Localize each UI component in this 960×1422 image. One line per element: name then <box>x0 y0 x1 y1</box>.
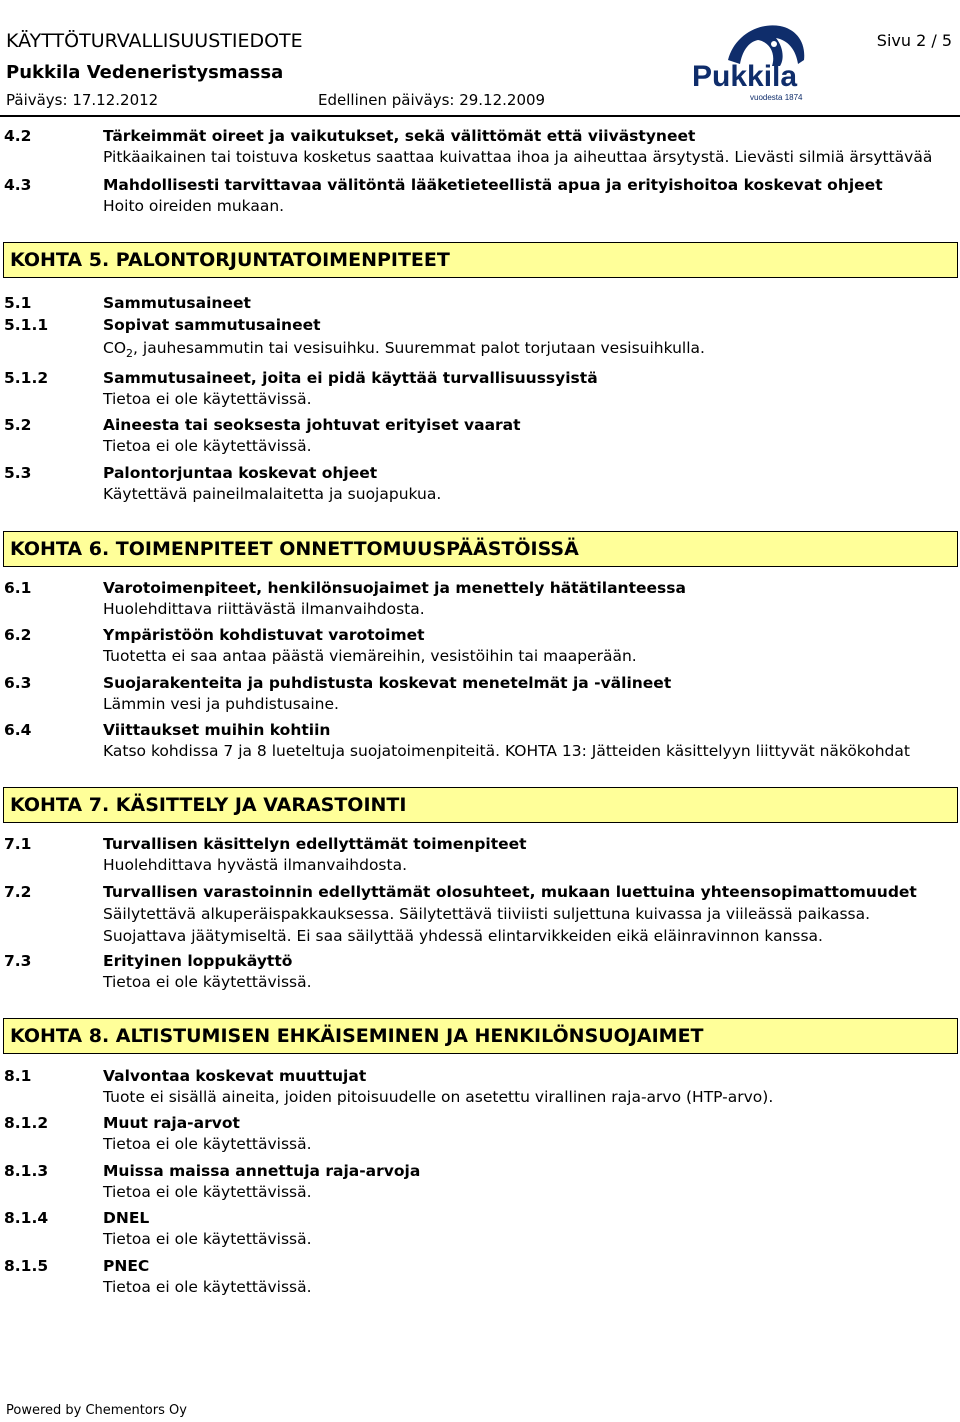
issue-date: Päiväys: 17.12.2012 <box>6 91 159 109</box>
header-rule <box>0 115 960 117</box>
subsection-8-1: 8.1 Valvontaa koskevat muuttujat Tuote ei sisällä aineita, joiden pitoisuudelle on asetettu virallinen raja-arvo (HTP-arvo). <box>4 1067 774 1106</box>
section-heading-7: KOHTA 7. KÄSITTELY JA VARASTOINTI <box>3 787 958 823</box>
subsection-7-2: 7.2 Turvallisen varastoinnin edellyttämät olosuhteet, mukaan luettuina yhteensopimattomuudet Säilytettävä alkuperäispakkauksessa. Säilytettävä tiiviisti suljettuna kuivassa ja viileässä paikassa. Suojattava jäätymiseltä. Ei saa säilyttää yhdessä elintarvikkeiden eikä eläinravinnon kanssa. <box>4 883 917 945</box>
subsection-8-1-3: 8.1.3 Muissa maissa annettuja raja-arvoja Tietoa ei ole käytettävissä. <box>4 1162 421 1201</box>
subsection-5-2: 5.2 Aineesta tai seoksesta johtuvat erityiset vaarat Tietoa ei ole käytettävissä. <box>4 416 521 455</box>
subsection-6-4: 6.4 Viittaukset muihin kohtiin Katso kohdissa 7 ja 8 lueteltuja suojatoimenpiteitä. KOHTA 13: Jätteiden käsittelyyn liittyvät näkökohdat <box>4 721 910 760</box>
previous-date: Edellinen päiväys: 29.12.2009 <box>318 91 546 109</box>
section-heading-5: KOHTA 5. PALONTORJUNTATOIMENPITEET <box>3 242 958 278</box>
pukkila-logo <box>688 14 812 104</box>
section-heading-6: KOHTA 6. TOIMENPITEET ONNETTOMUUSPÄÄSTÖISSÄ <box>3 531 958 567</box>
footer-credit: Powered by Chementors Oy <box>6 1403 187 1418</box>
subsection-7-3: 7.3 Erityinen loppukäyttö Tietoa ei ole käytettävissä. <box>4 952 312 991</box>
subsection-5-3: 5.3 Palontorjuntaa koskevat ohjeet Käytettävä paineilmalaitetta ja suojapukua. <box>4 464 442 503</box>
subsection-7-1: 7.1 Turvallisen käsittelyn edellyttämät toimenpiteet Huolehdittava hyvästä ilmanvaihdosta. <box>4 835 527 874</box>
subsection-8-1-4: 8.1.4 DNEL Tietoa ei ole käytettävissä. <box>4 1209 312 1248</box>
subsection-8-1-2: 8.1.2 Muut raja-arvot Tietoa ei ole käytettävissä. <box>4 1114 312 1153</box>
svg-text:vuodesta 1874: vuodesta 1874 <box>750 93 803 102</box>
section-heading-8: KOHTA 8. ALTISTUMISEN EHKÄISEMINEN JA HENKILÖNSUOJAIMET <box>3 1018 958 1054</box>
subsection-8-1-5: 8.1.5 PNEC Tietoa ei ole käytettävissä. <box>4 1257 312 1296</box>
page-number: Sivu 2 / 5 <box>876 31 952 50</box>
subsection-6-3: 6.3 Suojarakenteita ja puhdistusta koskevat menetelmät ja -välineet Lämmin vesi ja puhdistusaine. <box>4 674 672 713</box>
product-name: Pukkila Vedeneristysmassa <box>6 62 284 83</box>
subsection-5-1-1: 5.1.1 Sopivat sammutusaineet $CO_2$, jauhesammutin tai vesisuihku. Suuremmat palot torjutaan vesisuihkulla. <box>4 316 705 361</box>
subsection-4-3: 4.3 Mahdollisesti tarvittavaa välitöntä lääketieteellistä apua ja erityishoitoa koskevat ohjeet Hoito oireiden mukaan. <box>4 176 883 215</box>
subsection-5-1: 5.1 Sammutusaineet <box>4 294 251 312</box>
svg-text:Pukkila: Pukkila <box>692 60 798 93</box>
subsection-5-1-2: 5.1.2 Sammutusaineet, joita ei pidä käyttää turvallisuussyistä Tietoa ei ole käytettävissä. <box>4 369 598 408</box>
document-type: KÄYTTÖTURVALLISUUSTIEDOTE <box>6 30 303 52</box>
subsection-6-1: 6.1 Varotoimenpiteet, henkilönsuojaimet ja menettely hätätilanteessa Huolehdittava riittävästä ilmanvaihdosta. <box>4 579 686 618</box>
subsection-6-2: 6.2 Ympäristöön kohdistuvat varotoimet Tuotetta ei saa antaa päästä viemäreihin, vesistöihin tai maaperään. <box>4 626 637 665</box>
subsection-4-2: 4.2 Tärkeimmät oireet ja vaikutukset, sekä välittömät että viivästyneet Pitkäaikainen tai toistuva kosketus saattaa kuivattaa ihoa ja aiheuttaa ärsytystä. Lievästi silmiä ärsyttävää <box>4 127 933 166</box>
